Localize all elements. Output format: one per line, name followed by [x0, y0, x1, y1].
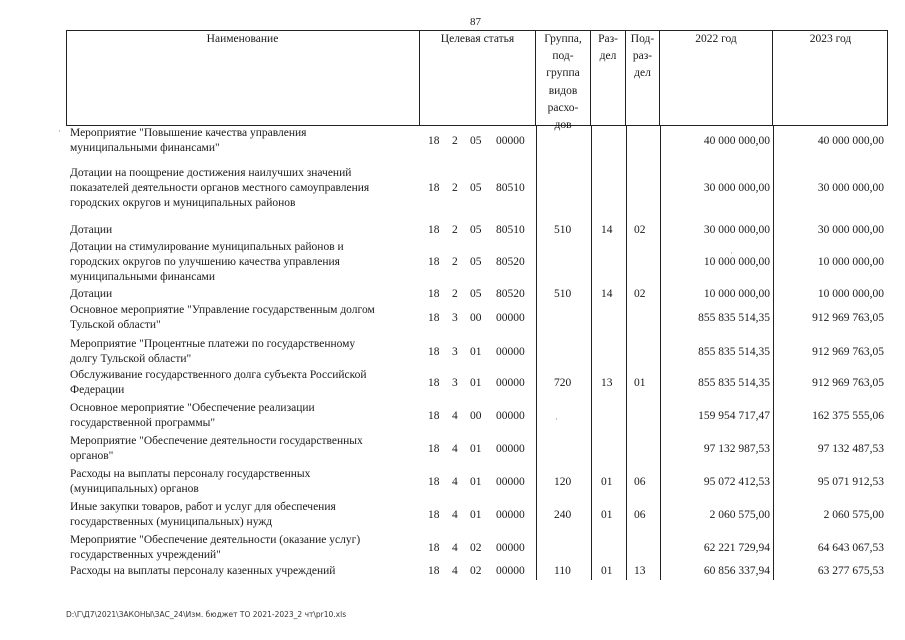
table-row	[66, 500, 888, 532]
table-row	[66, 126, 888, 160]
row-amount-2022: 159 954 717,47	[698, 410, 770, 422]
row-amount-2023: 95 071 912,53	[817, 476, 884, 488]
row-amount-2022: 97 132 987,53	[703, 443, 770, 455]
row-c4: 00000	[496, 565, 525, 577]
row-c1: 18	[428, 377, 440, 389]
row-name: Мероприятие "Процентные платежи по государственному долгу Тульской области"	[70, 338, 356, 366]
row-name: Мероприятие "Обеспечение деятельности (оказание услуг) государственных учреждений"	[70, 534, 361, 562]
header-target: Целевая статья	[420, 30, 536, 126]
table-row	[66, 337, 888, 368]
margin-mark: ·	[555, 414, 558, 424]
row-amount-2023: 912 969 763,05	[812, 377, 884, 389]
margin-mark: ·	[730, 248, 733, 258]
row-c3: 02	[470, 565, 482, 577]
row-amount-2022: 855 835 514,35	[698, 346, 770, 358]
row-group: 120	[554, 476, 572, 488]
page-number: 87	[470, 16, 481, 28]
table-row	[66, 287, 888, 302]
row-c1: 18	[428, 565, 440, 577]
row-c3: 05	[470, 256, 482, 268]
row-amount-2022: 2 060 575,00	[709, 509, 770, 521]
row-c2: 4	[452, 542, 458, 554]
row-c4: 00000	[496, 377, 525, 389]
row-c3: 05	[470, 135, 482, 147]
row-name: Дотации	[70, 224, 113, 236]
row-c4: 00000	[496, 509, 525, 521]
row-amount-2023: 2 060 575,00	[823, 509, 884, 521]
row-amount-2023: 64 643 067,53	[817, 542, 884, 554]
row-c1: 18	[428, 288, 440, 300]
row-c2: 3	[452, 346, 458, 358]
table-row	[66, 564, 888, 579]
row-c1: 18	[428, 476, 440, 488]
row-c4: 00000	[496, 410, 525, 422]
row-c2: 2	[452, 224, 458, 236]
row-amount-2022: 10 000 000,00	[703, 256, 770, 268]
table-row	[66, 467, 888, 499]
row-amount-2023: 10 000 000,00	[817, 288, 884, 300]
row-c1: 18	[428, 443, 440, 455]
row-group: 510	[554, 288, 572, 300]
table-row	[66, 368, 888, 400]
row-section: 13	[601, 377, 613, 389]
header-2022: 2022 год	[660, 30, 773, 126]
row-c3: 01	[470, 377, 482, 389]
row-c4: 00000	[496, 476, 525, 488]
row-name: Мероприятие "Обеспечение деятельности государственных органов"	[70, 435, 363, 463]
header-name: Наименование	[66, 30, 420, 126]
row-amount-2023: 97 132 487,53	[817, 443, 884, 455]
row-section: 14	[601, 224, 613, 236]
row-amount-2022: 60 856 337,94	[703, 565, 770, 577]
row-c1: 18	[428, 509, 440, 521]
row-amount-2023: 912 969 763,05	[812, 346, 884, 358]
row-amount-2022: 95 072 412,53	[703, 476, 770, 488]
row-c3: 01	[470, 346, 482, 358]
table-row	[66, 303, 888, 335]
row-name: Основное мероприятие "Управление государственным долгом Тульской области"	[70, 304, 375, 332]
row-c3: 00	[470, 312, 482, 324]
row-c3: 00	[470, 410, 482, 422]
row-name: Дотации на стимулирование муниципальных районов и городских округов по улучшению качества управления муниципальными финансами	[70, 241, 344, 284]
row-c4: 80520	[496, 288, 525, 300]
row-amount-2023: 63 277 675,53	[817, 565, 884, 577]
row-amount-2022: 30 000 000,00	[703, 182, 770, 194]
row-c2: 4	[452, 565, 458, 577]
row-amount-2023: 162 375 555,06	[812, 410, 884, 422]
row-subsection: 06	[634, 509, 646, 521]
row-c4: 00000	[496, 443, 525, 455]
row-c2: 4	[452, 410, 458, 422]
table-row	[66, 533, 888, 563]
table-row	[66, 223, 888, 238]
row-c3: 01	[470, 476, 482, 488]
footer-file-path: D:\Г\Д7\2021\ЗАКОНЫ\ЗАС_24\Изм. бюджет ТО 2021-2023_2 чт\pr10.xls	[66, 610, 347, 619]
table-row	[66, 434, 888, 466]
row-name: Расходы на выплаты персоналу казенных учреждений	[70, 565, 336, 577]
table-row	[66, 166, 888, 216]
row-subsection: 02	[634, 288, 646, 300]
row-c2: 2	[452, 182, 458, 194]
row-c3: 01	[470, 509, 482, 521]
header-section: Раз- дел	[591, 30, 626, 126]
row-c1: 18	[428, 135, 440, 147]
row-subsection: 13	[634, 565, 646, 577]
row-c2: 4	[452, 476, 458, 488]
row-name: Дотации на поощрение достижения наилучших значений показателей деятельности органов местного самоуправления городских округов и муниципальных районов	[70, 167, 370, 210]
table-row	[66, 401, 888, 433]
row-amount-2022: 855 835 514,35	[698, 377, 770, 389]
row-c1: 18	[428, 182, 440, 194]
row-group: 240	[554, 509, 572, 521]
row-c2: 2	[452, 135, 458, 147]
row-c1: 18	[428, 542, 440, 554]
row-c2: 4	[452, 509, 458, 521]
row-amount-2022: 62 221 729,94	[703, 542, 770, 554]
table-row	[66, 240, 888, 286]
row-c4: 00000	[496, 542, 525, 554]
row-amount-2022: 10 000 000,00	[703, 288, 770, 300]
row-amount-2023: 10 000 000,00	[817, 256, 884, 268]
row-name: Мероприятие "Повышение качества управления муниципальными финансами"	[70, 127, 307, 155]
row-amount-2023: 912 969 763,05	[812, 312, 884, 324]
row-name: Дотации	[70, 288, 113, 300]
row-c4: 00000	[496, 312, 525, 324]
row-subsection: 06	[634, 476, 646, 488]
row-c2: 4	[452, 443, 458, 455]
row-section: 01	[601, 476, 613, 488]
row-group: 720	[554, 377, 572, 389]
row-subsection: 01	[634, 377, 646, 389]
row-amount-2023: 30 000 000,00	[817, 182, 884, 194]
row-c3: 05	[470, 182, 482, 194]
row-c2: 2	[452, 256, 458, 268]
row-amount-2023: 40 000 000,00	[817, 135, 884, 147]
row-c4: 00000	[496, 346, 525, 358]
row-c1: 18	[428, 410, 440, 422]
row-c4: 00000	[496, 135, 525, 147]
row-group: 110	[554, 565, 571, 577]
row-c2: 2	[452, 288, 458, 300]
row-c2: 3	[452, 377, 458, 389]
row-c3: 05	[470, 224, 482, 236]
row-c1: 18	[428, 224, 440, 236]
margin-mark: ·	[58, 126, 61, 136]
row-name: Обслуживание государственного долга субъекта Российской Федерации	[70, 369, 367, 397]
row-amount-2022: 855 835 514,35	[698, 312, 770, 324]
row-name: Основное мероприятие "Обеспечение реализации государственной программы"	[70, 402, 315, 430]
header-2023: 2023 год	[809, 33, 852, 45]
row-section: 01	[601, 565, 613, 577]
row-c2: 3	[452, 312, 458, 324]
row-c4: 80510	[496, 182, 525, 194]
row-subsection: 02	[634, 224, 646, 236]
row-c1: 18	[428, 346, 440, 358]
row-section: 01	[601, 509, 613, 521]
row-name: Иные закупки товаров, работ и услуг для обеспечения государственных (муниципальных) нужд	[70, 501, 336, 529]
header-group: Группа, под- группа видов расхо- дов	[536, 30, 591, 126]
row-group: 510	[554, 224, 572, 236]
row-c1: 18	[428, 256, 440, 268]
header-subsection: Под- раз- дел	[626, 30, 660, 126]
row-amount-2022: 30 000 000,00	[703, 224, 770, 236]
row-name: Расходы на выплаты персоналу государственных (муниципальных) органов	[70, 468, 311, 496]
row-amount-2022: 40 000 000,00	[703, 135, 770, 147]
row-c1: 18	[428, 312, 440, 324]
row-c3: 02	[470, 542, 482, 554]
row-c3: 01	[470, 443, 482, 455]
row-section: 14	[601, 288, 613, 300]
row-c4: 80520	[496, 256, 525, 268]
row-amount-2023: 30 000 000,00	[817, 224, 884, 236]
row-c4: 80510	[496, 224, 525, 236]
row-c3: 05	[470, 288, 482, 300]
